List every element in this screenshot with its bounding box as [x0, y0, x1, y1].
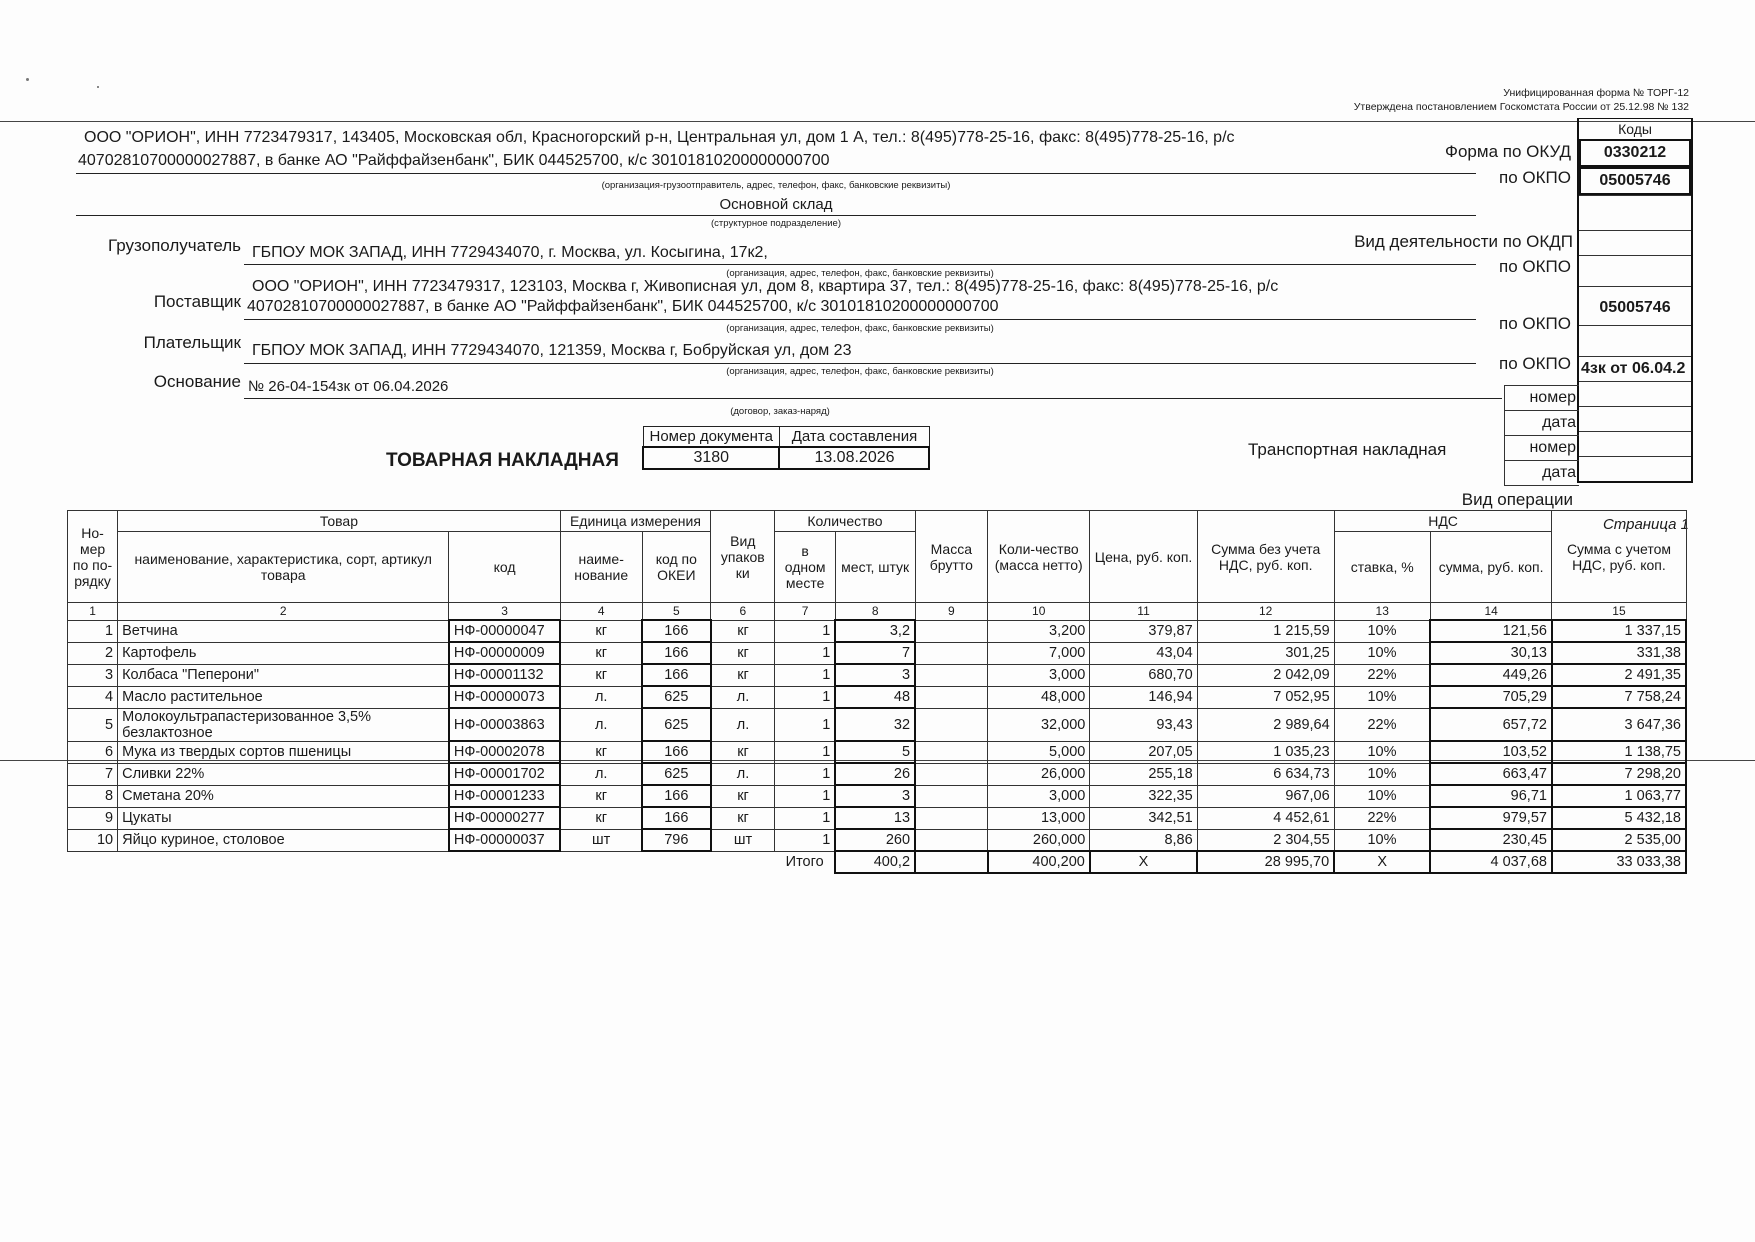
- operation-label: Вид операции: [1461, 490, 1573, 509]
- cell-rate: 22%: [1334, 708, 1430, 741]
- doc-date-label: Дата составления: [779, 427, 929, 448]
- cell-price: 680,70: [1090, 664, 1197, 686]
- cell-in-one: 1: [775, 785, 835, 807]
- cell-sum: 2 304,55: [1197, 829, 1334, 851]
- cell-code: НФ-00002078: [449, 741, 560, 763]
- cell-in-one: 1: [775, 620, 835, 642]
- okdp-label: Вид деятельности по ОКДП: [1354, 232, 1573, 251]
- cell-code: НФ-00000047: [449, 620, 560, 642]
- okud-label: Форма по ОКУД: [1445, 142, 1571, 161]
- cell-total: 1 063,77: [1552, 785, 1686, 807]
- cell-code: НФ-00000037: [449, 829, 560, 851]
- col-number: 6: [711, 603, 775, 621]
- cell-n: 5: [68, 708, 118, 741]
- cell-code: НФ-00003863: [449, 708, 560, 741]
- cell-okei: 166: [642, 664, 711, 686]
- cell-okei: 625: [642, 686, 711, 708]
- hdr-unit: Единица измерения: [560, 511, 710, 532]
- cell-rate: 10%: [1334, 829, 1430, 851]
- cell-places: 48: [835, 686, 915, 708]
- cell-name: Ветчина: [118, 620, 449, 642]
- doc-number: 3180: [643, 447, 779, 469]
- cell-net: 3,200: [988, 620, 1090, 642]
- cell-total: 331,38: [1552, 642, 1686, 664]
- cell-unit: л.: [560, 763, 642, 785]
- hdr-sum-no-vat: Сумма без учета НДС, руб. коп.: [1197, 511, 1334, 603]
- table-row: [68, 763, 1687, 785]
- cell-price: 255,18: [1090, 763, 1197, 785]
- cell-n: 1: [68, 620, 118, 642]
- hdr-sum-with-vat: Сумма с учетом НДС, руб. коп.: [1552, 511, 1686, 603]
- transport-label: Транспортная накладная: [1248, 440, 1447, 459]
- cell-rate: 10%: [1334, 686, 1430, 708]
- cell-okei: 166: [642, 741, 711, 763]
- col-number: 14: [1430, 603, 1552, 621]
- cell-pack: л.: [711, 686, 775, 708]
- basis-number-code: 4зк от 06.04.2: [1579, 356, 1691, 381]
- cell-places: 7: [835, 642, 915, 664]
- codes-header: Коды: [1618, 121, 1652, 137]
- cell-total: 1 337,15: [1552, 620, 1686, 642]
- okpo-label-shipper: по ОКПО: [1499, 168, 1571, 187]
- okdp-code: [1579, 230, 1691, 255]
- okud-code: 0330212: [1579, 139, 1691, 167]
- cell-unit: кг: [560, 807, 642, 829]
- cell-price: 8,86: [1090, 829, 1197, 851]
- hdr-goods: Товар: [118, 511, 561, 532]
- cell-gross: [915, 642, 988, 664]
- cell-sum: 7 052,95: [1197, 686, 1334, 708]
- cell-name: Молокоультрапастеризованное 3,5% безлактозное: [118, 708, 449, 741]
- cell-price: 146,94: [1090, 686, 1197, 708]
- cell-name: Колбаса "Пеперони": [118, 664, 449, 686]
- cell-price: 379,87: [1090, 620, 1197, 642]
- cell-n: 7: [68, 763, 118, 785]
- cell-gross: [915, 829, 988, 851]
- cell-in-one: 1: [775, 708, 835, 741]
- hdr-unit-name: наиме-нование: [560, 532, 642, 603]
- cell-n: 2: [68, 642, 118, 664]
- cell-in-one: 1: [775, 741, 835, 763]
- totals-sum: 28 995,70: [1197, 851, 1334, 873]
- basis-caption: (договор, заказ-наряд): [730, 406, 830, 417]
- cell-in-one: 1: [775, 642, 835, 664]
- cell-name: Сметана 20%: [118, 785, 449, 807]
- cell-total: 7 758,24: [1552, 686, 1686, 708]
- cell-n: 8: [68, 785, 118, 807]
- col-number: 10: [988, 603, 1090, 621]
- cell-vat: 230,45: [1430, 829, 1552, 851]
- cell-places: 3: [835, 785, 915, 807]
- cell-places: 13: [835, 807, 915, 829]
- form-header: [1354, 86, 1689, 114]
- cell-sum: 2 042,09: [1197, 664, 1334, 686]
- cell-code: НФ-00000073: [449, 686, 560, 708]
- cell-vat: 979,57: [1430, 807, 1552, 829]
- scan-speck: [97, 86, 99, 88]
- cell-gross: [915, 763, 988, 785]
- page-number: Страница 1: [1602, 516, 1689, 533]
- cell-pack: кг: [711, 664, 775, 686]
- cell-rate: 22%: [1334, 807, 1430, 829]
- table-row: [68, 829, 1687, 851]
- cell-gross: [915, 807, 988, 829]
- totals-row: [68, 851, 1687, 873]
- cell-pack: кг: [711, 741, 775, 763]
- hdr-num: Но-мер по по-рядку: [68, 511, 118, 603]
- cell-okei: 625: [642, 708, 711, 741]
- consignee-underline: [244, 264, 1476, 265]
- cell-okei: 166: [642, 785, 711, 807]
- cell-net: 3,000: [988, 785, 1090, 807]
- shipper-line2: 40702810700000027887, в банке АО "Райффайзенбанк", БИК 044525700, к/с 30101810200000000700: [78, 152, 830, 169]
- doc-date: 13.08.2026: [779, 447, 929, 469]
- cell-unit: л.: [560, 686, 642, 708]
- totals-places: 400,2: [835, 851, 915, 873]
- hdr-places: мест, штук: [835, 532, 915, 603]
- cell-sum: 1 215,59: [1197, 620, 1334, 642]
- cell-total: 3 647,36: [1552, 708, 1686, 741]
- cell-gross: [915, 664, 988, 686]
- supplier-label: Поставщик: [153, 292, 241, 311]
- cell-pack: кг: [711, 620, 775, 642]
- transport-number-label: номер: [1505, 436, 1579, 461]
- cell-net: 5,000: [988, 741, 1090, 763]
- hdr-net: Коли-чество (масса нетто): [988, 511, 1090, 603]
- cell-n: 3: [68, 664, 118, 686]
- supplier-caption: (организация, адрес, телефон, факс, банковские реквизиты): [726, 323, 994, 334]
- cell-n: 6: [68, 741, 118, 763]
- cell-in-one: 1: [775, 763, 835, 785]
- cell-pack: шт: [711, 829, 775, 851]
- consignee-caption: (организация, адрес, телефон, факс, банковские реквизиты): [726, 268, 994, 279]
- hdr-rate: ставка, %: [1334, 532, 1430, 603]
- col-number: 11: [1090, 603, 1197, 621]
- cell-total: 7 298,20: [1552, 763, 1686, 785]
- cell-vat: 30,13: [1430, 642, 1552, 664]
- codes-box: [1577, 118, 1693, 483]
- cell-rate: 10%: [1334, 642, 1430, 664]
- totals-vat: 4 037,68: [1430, 851, 1552, 873]
- col-number: 15: [1552, 603, 1686, 621]
- hdr-okei: код по ОКЕИ: [642, 532, 711, 603]
- cell-name: Мука из твердых сортов пшеницы: [118, 741, 449, 763]
- cell-name: Картофель: [118, 642, 449, 664]
- cell-net: 32,000: [988, 708, 1090, 741]
- basis-number-label: номер: [1505, 386, 1579, 411]
- basis-value: № 26-04-154зк от 06.04.2026: [248, 378, 449, 395]
- cell-net: 26,000: [988, 763, 1090, 785]
- cell-in-one: 1: [775, 664, 835, 686]
- doc-number-label: Номер документа: [643, 427, 779, 448]
- form-header-line2: Утверждена постановлением Госкомстата России от 25.12.98 № 132: [1353, 101, 1689, 113]
- okpo-payer-code: [1579, 325, 1691, 356]
- cell-rate: 10%: [1334, 620, 1430, 642]
- shipper-caption: (организация-грузоотправитель, адрес, телефон, факс, банковские реквизиты): [601, 180, 951, 191]
- totals-rate: X: [1334, 851, 1430, 873]
- okpo-label-consignee: по ОКПО: [1499, 257, 1571, 276]
- cell-vat: 449,26: [1430, 664, 1552, 686]
- transport-number-code: [1579, 406, 1691, 431]
- cell-pack: кг: [711, 642, 775, 664]
- totals-gross: [915, 851, 988, 873]
- shipper-line1: ООО "ОРИОН", ИНН 7723479317, 143405, Московская обл, Красногорский р-н, Центральная ул, дом 1 А, тел.: 8(495)778-25-16, факс: 8(495)778-25-16, р/с: [84, 129, 1235, 146]
- consignee-value: ГБПОУ МОК ЗАПАД, ИНН 7729434070, г. Москва, ул. Косыгина, 17к2,: [252, 244, 768, 261]
- cell-vat: 705,29: [1430, 686, 1552, 708]
- cell-gross: [915, 686, 988, 708]
- cell-unit: л.: [560, 708, 642, 741]
- cell-code: НФ-00001132: [449, 664, 560, 686]
- cell-rate: 10%: [1334, 741, 1430, 763]
- cell-unit: кг: [560, 664, 642, 686]
- cell-in-one: 1: [775, 807, 835, 829]
- basis-date-label: дата: [1505, 411, 1579, 436]
- cell-sum: 6 634,73: [1197, 763, 1334, 785]
- supplier-line1: ООО "ОРИОН", ИНН 7723479317, 123103, Москва г, Живописная ул, дом 8, квартира 37, тел.: 8(495)778-25-16, факс: 8(495)778-25-16, р/с: [252, 278, 1279, 295]
- table-row: [68, 741, 1687, 763]
- cell-net: 7,000: [988, 642, 1090, 664]
- cell-vat: 103,52: [1430, 741, 1552, 763]
- document-title: ТОВАРНАЯ НАКЛАДНАЯ: [386, 450, 619, 471]
- cell-rate: 10%: [1334, 763, 1430, 785]
- cell-net: 3,000: [988, 664, 1090, 686]
- hdr-qty: Количество: [775, 511, 915, 532]
- cell-in-one: 1: [775, 686, 835, 708]
- hdr-vat-sum: сумма, руб. коп.: [1430, 532, 1552, 603]
- table-row: [68, 620, 1687, 642]
- cell-places: 3,2: [835, 620, 915, 642]
- shipper-underline: [76, 173, 1476, 174]
- cell-price: 342,51: [1090, 807, 1197, 829]
- table-row: [68, 686, 1687, 708]
- cell-code: НФ-00000009: [449, 642, 560, 664]
- scan-line-top: [0, 121, 1755, 122]
- cell-total: 2 535,00: [1552, 829, 1686, 851]
- totals-total: 33 033,38: [1552, 851, 1686, 873]
- cell-gross: [915, 741, 988, 763]
- operation-code: [1579, 456, 1691, 481]
- okpo-shipper-code: 05005746: [1579, 167, 1691, 195]
- cell-okei: 625: [642, 763, 711, 785]
- cell-sum: 1 035,23: [1197, 741, 1334, 763]
- supplier-line2: 40702810700000027887, в банке АО "Райффайзенбанк", БИК 044525700, к/с 30101810200000000700: [247, 298, 999, 315]
- basis-date-code: [1579, 381, 1691, 406]
- col-number: 4: [560, 603, 642, 621]
- form-header-line1: Унифицированная форма № ТОРГ-12: [1503, 87, 1689, 99]
- cell-n: 4: [68, 686, 118, 708]
- cell-okei: 796: [642, 829, 711, 851]
- cell-pack: л.: [711, 708, 775, 741]
- cell-code: НФ-00001233: [449, 785, 560, 807]
- basis-underline: [244, 398, 1502, 399]
- cell-net: 260,000: [988, 829, 1090, 851]
- col-number: 9: [915, 603, 988, 621]
- cell-unit: кг: [560, 620, 642, 642]
- supplier-underline: [244, 319, 1476, 320]
- cell-name: Масло растительное: [118, 686, 449, 708]
- okpo-label-supplier: по ОКПО: [1499, 314, 1571, 333]
- hdr-vat: НДС: [1334, 511, 1552, 532]
- cell-net: 48,000: [988, 686, 1090, 708]
- scan-speck: [26, 78, 29, 81]
- payer-value: ГБПОУ МОК ЗАПАД, ИНН 7729434070, 121359, Москва г, Бобруйская ул, дом 23: [252, 342, 852, 359]
- col-number: 7: [775, 603, 835, 621]
- col-number: 1: [68, 603, 118, 621]
- table-row: [68, 807, 1687, 829]
- hdr-code: код: [449, 532, 560, 603]
- cell-vat: 96,71: [1430, 785, 1552, 807]
- cell-sum: 301,25: [1197, 642, 1334, 664]
- cell-pack: кг: [711, 807, 775, 829]
- cell-name: Яйцо куриное, столовое: [118, 829, 449, 851]
- okpo-label-payer: по ОКПО: [1499, 354, 1571, 373]
- hdr-pack: Вид упаков ки: [711, 511, 775, 603]
- cell-code: НФ-00000277: [449, 807, 560, 829]
- cell-places: 3: [835, 664, 915, 686]
- item-rows: [68, 620, 1687, 851]
- cell-name: Цукаты: [118, 807, 449, 829]
- hdr-price: Цена, руб. коп.: [1090, 511, 1197, 603]
- hdr-gross: Масса брутто: [915, 511, 988, 603]
- table-row: [68, 664, 1687, 686]
- cell-price: 322,35: [1090, 785, 1197, 807]
- payer-label: Плательщик: [143, 333, 241, 352]
- cell-unit: кг: [560, 642, 642, 664]
- cell-price: 207,05: [1090, 741, 1197, 763]
- payer-caption: (организация, адрес, телефон, факс, банковские реквизиты): [726, 366, 994, 377]
- cell-price: 93,43: [1090, 708, 1197, 741]
- division-value: Основной склад: [719, 196, 833, 213]
- cell-n: 9: [68, 807, 118, 829]
- cell-okei: 166: [642, 807, 711, 829]
- cell-rate: 22%: [1334, 664, 1430, 686]
- cell-name: Сливки 22%: [118, 763, 449, 785]
- header-row-1: [68, 511, 1687, 532]
- cell-total: 2 491,35: [1552, 664, 1686, 686]
- cell-pack: л.: [711, 763, 775, 785]
- cell-pack: кг: [711, 785, 775, 807]
- cell-vat: 663,47: [1430, 763, 1552, 785]
- cell-unit: шт: [560, 829, 642, 851]
- totals-price: X: [1090, 851, 1197, 873]
- cell-vat: 121,56: [1430, 620, 1552, 642]
- cell-total: 5 432,18: [1552, 807, 1686, 829]
- col-number: 12: [1197, 603, 1334, 621]
- cell-total: 1 138,75: [1552, 741, 1686, 763]
- consignee-label: Грузополучатель: [108, 236, 241, 255]
- col-number: 3: [449, 603, 560, 621]
- table-row: [68, 642, 1687, 664]
- col-number: 13: [1334, 603, 1430, 621]
- document-number-box: [642, 426, 930, 470]
- basis-code-labels: [1504, 385, 1579, 486]
- cell-gross: [915, 620, 988, 642]
- col-number: 8: [835, 603, 915, 621]
- column-numbers-row: [68, 603, 1687, 621]
- totals-label: Итого: [785, 854, 824, 871]
- table-row: [68, 708, 1687, 741]
- cell-code: НФ-00001702: [449, 763, 560, 785]
- cell-gross: [915, 708, 988, 741]
- cell-in-one: 1: [775, 829, 835, 851]
- payer-underline: [244, 363, 1476, 364]
- cell-okei: 166: [642, 642, 711, 664]
- hdr-in-one: в одном месте: [775, 532, 835, 603]
- hdr-goods-name: наименование, характеристика, сорт, артикул товара: [118, 532, 449, 603]
- cell-n: 10: [68, 829, 118, 851]
- cell-okei: 166: [642, 620, 711, 642]
- okpo-consignee-code: [1579, 255, 1691, 286]
- division-caption: (структурное подразделение): [711, 218, 841, 229]
- cell-sum: 4 452,61: [1197, 807, 1334, 829]
- okpo-division-code: [1579, 195, 1691, 230]
- cell-unit: кг: [560, 785, 642, 807]
- okpo-supplier-code: 05005746: [1579, 286, 1691, 325]
- cell-rate: 10%: [1334, 785, 1430, 807]
- col-number: 2: [118, 603, 449, 621]
- cell-vat: 657,72: [1430, 708, 1552, 741]
- transport-date-code: [1579, 431, 1691, 456]
- table-row: [68, 785, 1687, 807]
- cell-unit: кг: [560, 741, 642, 763]
- cell-places: 260: [835, 829, 915, 851]
- cell-price: 43,04: [1090, 642, 1197, 664]
- cell-net: 13,000: [988, 807, 1090, 829]
- division-underline: [76, 215, 1476, 216]
- cell-places: 26: [835, 763, 915, 785]
- col-number: 5: [642, 603, 711, 621]
- items-table: [67, 510, 1687, 874]
- cell-places: 32: [835, 708, 915, 741]
- cell-sum: 967,06: [1197, 785, 1334, 807]
- basis-label: Основание: [153, 372, 241, 391]
- cell-places: 5: [835, 741, 915, 763]
- transport-date-label: дата: [1542, 464, 1576, 481]
- totals-net: 400,200: [988, 851, 1090, 873]
- cell-gross: [915, 785, 988, 807]
- cell-sum: 2 989,64: [1197, 708, 1334, 741]
